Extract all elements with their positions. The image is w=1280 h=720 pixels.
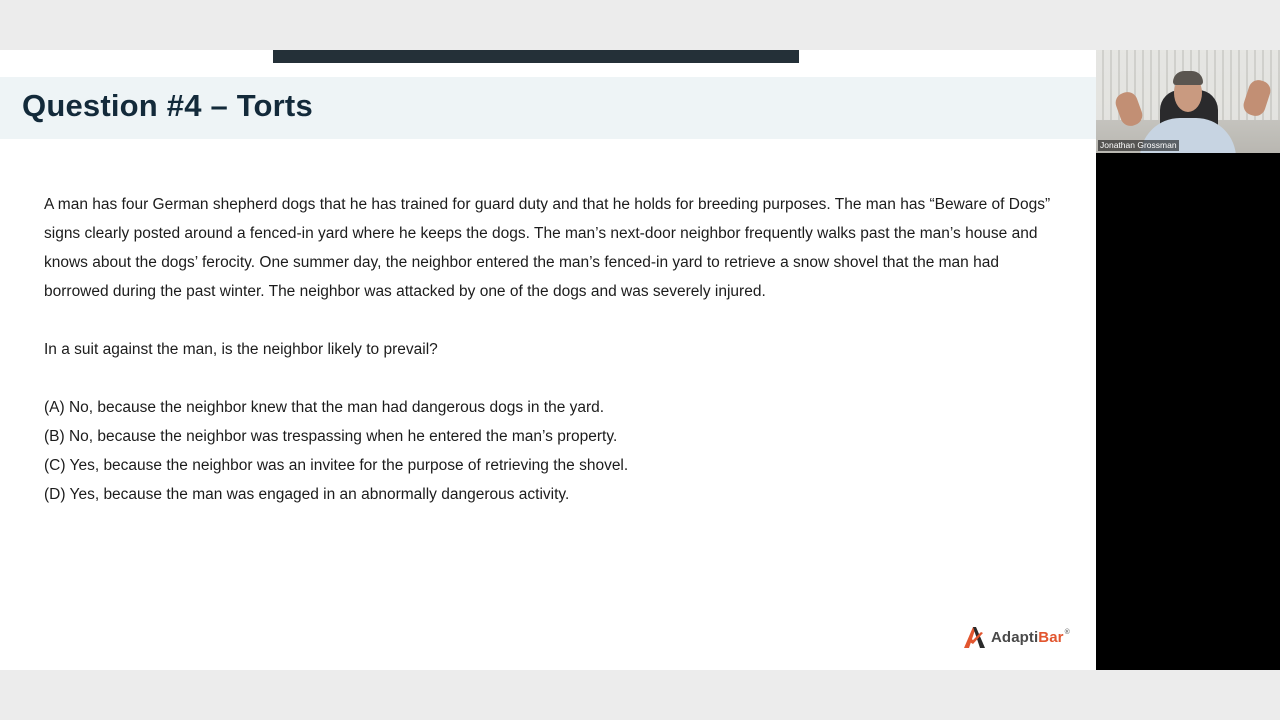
answer-option-c: (C) Yes, because the neighbor was an invitee for the purpose of retrieving the shovel.	[44, 457, 629, 474]
answer-option-d: (D) Yes, because the man was engaged in an abnormally dangerous activity.	[44, 486, 570, 503]
question-body	[44, 190, 1054, 509]
adaptibar-logo-text	[991, 629, 1070, 646]
video-panel	[1096, 50, 1280, 670]
adaptibar-logo	[962, 624, 1070, 650]
video-person-hair	[1173, 71, 1203, 85]
answer-option-a: (A) No, because the neighbor knew that the man had dangerous dogs in the yard.	[44, 399, 605, 416]
fact-pattern: A man has four German shepherd dogs that he has trained for guard duty and that he holds for breeding purposes. The man has “Beware of Dogs” signs clearly posted around a fenced-in yard where he keeps the dogs. The man’s next-door neighbor frequently walks past the man’s house and knows about the dogs’ ferocity. One summer day, the neighbor entered the man’s fenced-in yard to retrieve a snow shovel that the man had borrowed during the past winter. The neighbor was attacked by one of the dogs and was severely injured.	[44, 196, 1051, 300]
participant-video-tile[interactable]	[1096, 50, 1280, 153]
slide-header-bar	[273, 50, 799, 63]
participant-name-label: Jonathan Grossman	[1100, 140, 1177, 150]
answer-options	[44, 393, 1054, 509]
question-prompt: In a suit against the man, is the neighbor likely to prevail?	[44, 341, 438, 358]
logo-brand-part2: Bar	[1038, 628, 1064, 646]
logo-brand-part1: Adapti	[991, 628, 1039, 646]
presentation-slide	[0, 50, 1096, 670]
slide-title: Question #4 – Torts	[22, 88, 313, 123]
adaptibar-logo-icon	[962, 624, 988, 650]
answer-option-b: (B) No, because the neighbor was trespassing when he entered the man’s property.	[44, 428, 618, 445]
logo-trademark: ®	[1064, 628, 1070, 636]
